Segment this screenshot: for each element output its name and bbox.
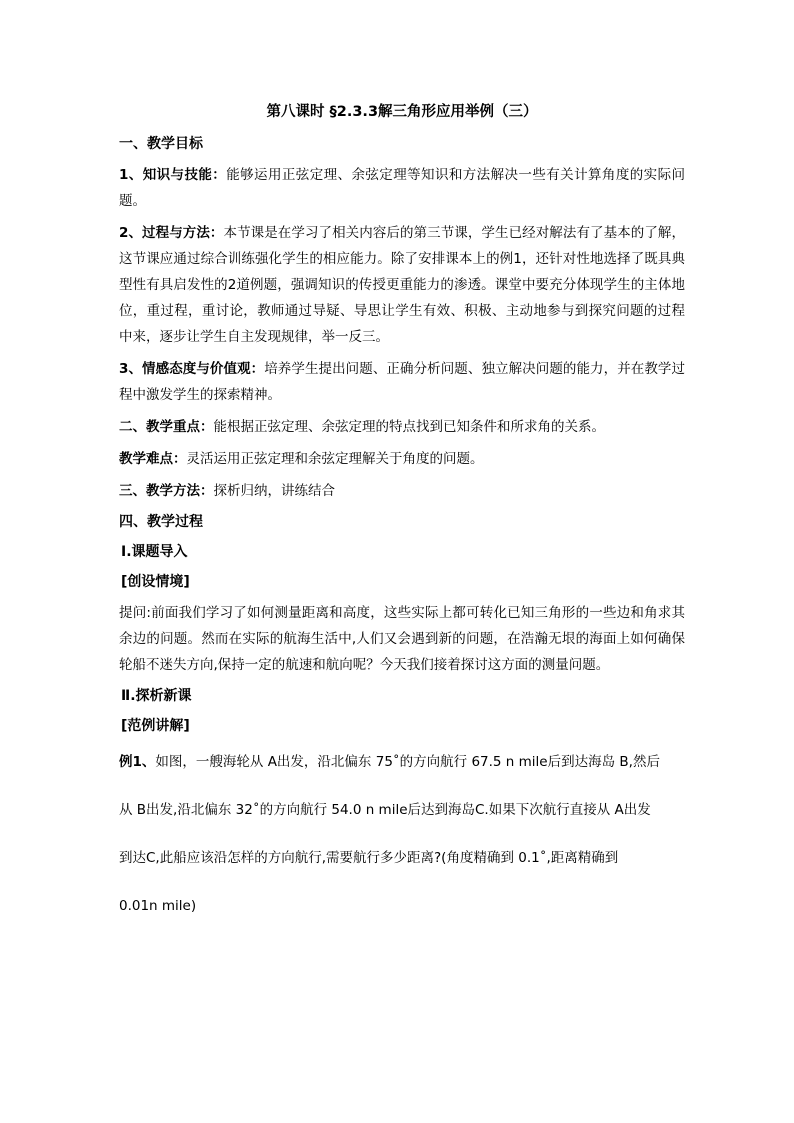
scene-paragraph: 提问:前面我们学习了如何测量距离和高度，这些实际上都可转化已知三角形的一些边和角求其余边的问题。然而在实际的航海生活中,人们又会遇到新的问题，在浩瀚无垠的海面上如何确保轮船不迷失方向,保持一定的航速和航向呢？今天我们接着探讨这方面的测量问题。 xyxy=(119,605,685,673)
example-1-line-3: 到达C,此船应该沿怎样的方向航行,需要航行多少距离?(角度精确到 0.1˚,距离精确到 xyxy=(119,850,619,866)
example-heading: [范例讲解] xyxy=(121,718,190,734)
difficulty-label: 教学难点： xyxy=(119,451,187,467)
difficulty-text: 灵活运用正弦定理和余弦定理解关于角度的问题。 xyxy=(186,451,484,467)
example-1-line-1 xyxy=(119,750,685,774)
method-text: 探析归纳，讲练结合 xyxy=(213,483,335,499)
key-point-paragraph xyxy=(119,414,685,440)
goal-heading: 一、教学目标 xyxy=(119,136,203,152)
intro-heading: Ⅰ.课题导入 xyxy=(121,544,188,560)
example-1-paragraph xyxy=(119,750,685,918)
example-1-line-4: 0.01n mile) xyxy=(119,898,197,914)
difficulty-paragraph xyxy=(119,446,685,472)
explore-heading: Ⅱ.探析新课 xyxy=(121,688,192,704)
page-title: 第八课时 §2.3.3解三角形应用举例（三） xyxy=(266,104,538,120)
knowledge-skill-paragraph xyxy=(119,162,685,214)
knowledge-skill-text: 能够运用正弦定理、余弦定理等知识和方法解决一些有关计算角度的实际问题。 xyxy=(119,167,685,209)
process-method-label: 2、过程与方法： xyxy=(119,225,224,241)
example-1-text-1: 如图，一艘海轮从 A出发，沿北偏东 75˚的方向航行 67.5 n mile后到达海岛 B,然后 xyxy=(155,754,660,770)
attitude-text: 培养学生提出问题、正确分析问题、独立解决问题的能力，并在教学过程中激发学生的探索精神。 xyxy=(119,361,685,403)
scene-heading: [创设情境] xyxy=(121,574,190,590)
key-point-text: 能根据正弦定理、余弦定理的特点找到已知条件和所求角的关系。 xyxy=(213,419,605,435)
process-heading: 四、教学过程 xyxy=(119,514,203,530)
method-paragraph xyxy=(119,478,685,504)
example-1-label: 例1、 xyxy=(119,754,156,770)
method-label: 三、教学方法： xyxy=(119,483,214,499)
knowledge-skill-label: 1、知识与技能： xyxy=(119,167,227,183)
process-method-paragraph xyxy=(119,220,685,350)
key-point-label: 二、教学重点： xyxy=(119,419,214,435)
example-1-line-2: 从 B出发,沿北偏东 32˚的方向航行 54.0 n mile后达到海岛C.如果下次航行直接从 A出发 xyxy=(119,802,651,818)
attitude-paragraph xyxy=(119,356,685,408)
attitude-label: 3、情感态度与价值观： xyxy=(119,361,265,377)
document-page xyxy=(119,100,685,942)
process-method-text: 本节课是在学习了相关内容后的第三节课，学生已经对解法有了基本的了解，这节课应通过综合训练强化学生的相应能力。除了安排课本上的例1，还针对性地选择了既具典型性有具启发性的2道例题，强调知识的传授更重能力的渗透。课堂中要充分体现学生的主体地位，重过程，重讨论，教师通过导疑、导思让学生有效、积极、主动地参与到探究问题的过程中来，逐步让学生自主发现规律，举一反三。 xyxy=(119,225,685,345)
